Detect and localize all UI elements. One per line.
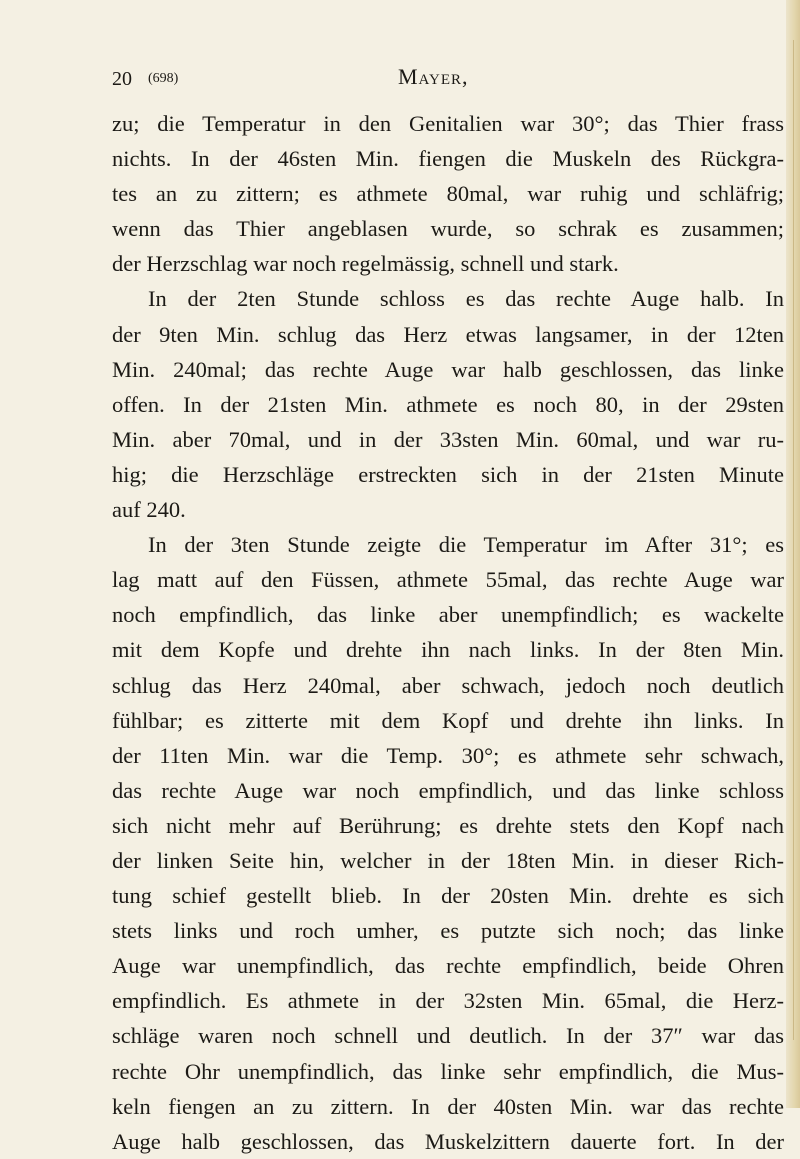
text-line: der Herzschlag war noch regelmässig, schnell und stark. (112, 251, 619, 277)
text-line: In der 3ten Stunde zeigte die Temperatur im After 31°; es (148, 532, 784, 558)
text-line: empfindlich. Es athmete in der 32sten Min. 65mal, die Herz- (112, 988, 784, 1014)
text-line: noch empfindlich, das linke aber unempfindlich; es wackelte (112, 602, 784, 628)
text-line: Auge halb geschlossen, das Muskelzittern dauerte fort. In der (112, 1128, 784, 1154)
text-line: schlug das Herz 240mal, aber schwach, jedoch noch deutlich (112, 672, 784, 698)
text-line: der 11ten Min. war die Temp. 30°; es athmete sehr schwach, (112, 742, 784, 768)
text-line: stets links und roch umher, es putzte sich noch; das linke (112, 918, 784, 944)
text-line: Auge war unempfindlich, das rechte empfindlich, beide Ohren (112, 953, 784, 979)
paragraph-2 (112, 281, 784, 527)
text-line: nichts. In der 46sten Min. fiengen die Muskeln des Rückgra- (112, 146, 784, 172)
text-line: offen. In der 21sten Min. athmete es noch 80, in der 29sten (112, 391, 784, 417)
text-line: rechte Ohr unempfindlich, das linke sehr empfindlich, die Mus- (112, 1058, 784, 1084)
text-line: tung schief gestellt blieb. In der 20sten Min. drehte es sich (112, 883, 784, 909)
text-line: hig; die Herzschläge erstreckten sich in der 21sten Minute (112, 461, 784, 487)
text-line: In der 2ten Stunde schloss es das rechte Auge halb. In (148, 286, 784, 312)
text-line: der 9ten Min. schlug das Herz etwas langsamer, in der 12ten (112, 321, 784, 347)
text-line: wenn das Thier angeblasen wurde, so schrak es zusammen; (112, 216, 784, 242)
paragraph-1 (112, 106, 784, 281)
page-header (112, 64, 672, 94)
page-reference: (698) (148, 71, 179, 86)
text-line: Min. 240mal; das rechte Auge war halb geschlossen, das linke (112, 356, 784, 382)
page-edge-line (793, 40, 794, 1040)
text-line: mit dem Kopfe und drehte ihn nach links. In der 8ten Min. (112, 637, 784, 663)
running-title: Mayer, (398, 64, 469, 89)
text-line: schläge waren noch schnell und deutlich. In der 37″ war das (112, 1023, 784, 1049)
text-line: fühlbar; es zitterte mit dem Kopf und drehte ihn links. In (112, 707, 784, 733)
text-line: der linken Seite hin, welcher in der 18ten Min. in dieser Rich- (112, 847, 784, 873)
text-body (112, 106, 784, 1159)
text-line: das rechte Auge war noch empfindlich, und das linke schloss (112, 777, 784, 803)
text-line: Min. aber 70mal, und in der 33sten Min. 60mal, und war ru- (112, 426, 784, 452)
text-line: lag matt auf den Füssen, athmete 55mal, das rechte Auge war (112, 567, 784, 593)
text-line: keln fiengen an zu zittern. In der 40sten Min. war das rechte (112, 1093, 784, 1119)
text-line: tes an zu zittern; es athmete 80mal, war ruhig und schläfrig; (112, 181, 784, 207)
paragraph-3 (112, 527, 784, 1159)
text-line: auf 240. (112, 497, 186, 523)
text-line: zu; die Temperatur in den Genitalien war 30°; das Thier frass (112, 111, 784, 136)
text-line: sich nicht mehr auf Berührung; es drehte stets den Kopf nach (112, 812, 784, 838)
page-number: 20 (112, 68, 132, 90)
